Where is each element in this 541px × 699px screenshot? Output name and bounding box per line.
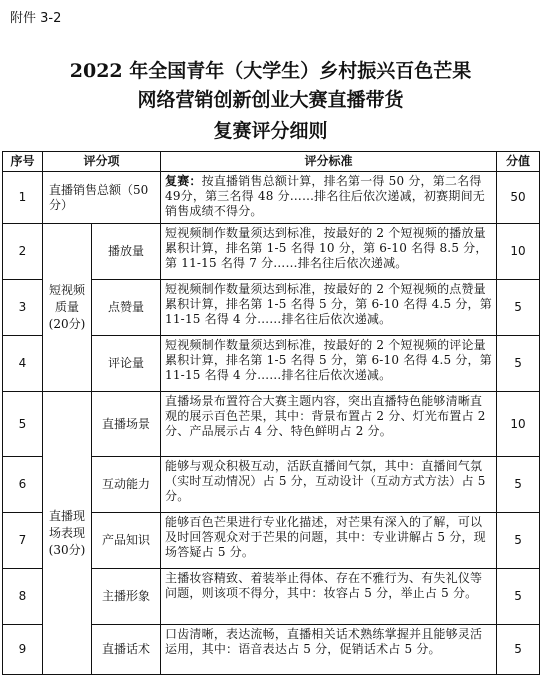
- scoring-criteria: 能够与观众积极互动，活跃直播间气氛，其中：直播间气氛（实时互动情况）占 5 分，互动设计（互动方式方法）占 5 分。: [161, 457, 497, 513]
- row-number: 9: [3, 625, 43, 675]
- score-value: 5: [497, 569, 540, 625]
- scoring-item: 直播场景: [92, 392, 161, 457]
- scoring-item: 播放量: [92, 224, 161, 280]
- row-number: 8: [3, 569, 43, 625]
- scoring-criteria: 短视频制作数量须达到标准，按最好的 2 个短视频的播放量累积计算，排名第 1-5 名得 10 分，第 6-10 名得 8.5 分，第 11-15 名得 7 分……排名往后依次递减。: [161, 224, 497, 280]
- table-header-row: [3, 152, 540, 172]
- table-row: [3, 392, 540, 457]
- scoring-item: 主播形象: [92, 569, 161, 625]
- table-row: [3, 172, 540, 224]
- scoring-criteria: 口齿清晰，表达流畅，直播相关话术熟练掌握并且能够灵活运用，其中：语音表达占 5 分，促销话术占 5 分。: [161, 625, 497, 675]
- scoring-item: 评论量: [92, 336, 161, 392]
- table-row: [3, 224, 540, 280]
- row-number: 6: [3, 457, 43, 513]
- row-number: 2: [3, 224, 43, 280]
- score-value: 5: [497, 625, 540, 675]
- column-header-score: 分值: [497, 152, 540, 172]
- scoring-item: 产品知识: [92, 513, 161, 569]
- scoring-item: 互动能力: [92, 457, 161, 513]
- row-number: 4: [3, 336, 43, 392]
- scoring-criteria: 短视频制作数量须达到标准，按最好的 2 个短视频的评论量累积计算，排名第 1-5 名得 5 分，第 6-10 名得 4.5 分，第 11-15 名得 4 分……排名往后依次递减。: [161, 336, 497, 392]
- score-value: 50: [497, 172, 540, 224]
- scoring-criteria: 直播场景布置符合大赛主题内容，突出直播特色能够清晰直观的展示百色芒果，其中：背景布置占 2 分、灯光布置占 2 分、产品展示占 4 分、特色鲜明占 2 分。: [161, 392, 497, 457]
- row-number: 7: [3, 513, 43, 569]
- page-title-line-2: 网络营销创新创业大赛直播带货: [137, 89, 404, 111]
- scoring-criteria: 短视频制作数量须达到标准，按最好的 2 个短视频的点赞量累积计算，排名第 1-5 名得 5 分，第 6-10 名得 4.5 分，第 11-15 名得 4 分……排名往后依次递减。: [161, 280, 497, 336]
- criteria-text: 按直播销售总额计算，排名第一得 50 分，第二名得 49分，第三名得 48 分……排名往后依次递减，初赛期间无销售成绩不得分。: [165, 174, 485, 218]
- scoring-item: 点赞量: [92, 280, 161, 336]
- scoring-item: 直播销售总额（50分）: [43, 172, 161, 224]
- score-value: 5: [497, 336, 540, 392]
- column-header-criteria: 评分标准: [161, 152, 497, 172]
- scoring-criteria: 主播妆容精致、着装举止得体、存在不雅行为、有失礼仪等问题，则该项不得分，其中：妆容占 5 分，举止占 5 分。: [161, 569, 497, 625]
- page-title-line-1: 2022 年全国青年（大学生）乡村振兴百色芒果: [69, 60, 472, 82]
- scoring-item: 直播话术: [92, 625, 161, 675]
- category-label-video: 短视频质量(20分): [43, 224, 92, 392]
- attachment-label: 附件 3-2: [10, 11, 62, 26]
- row-number: 3: [3, 280, 43, 336]
- score-value: 10: [497, 392, 540, 457]
- score-value: 5: [497, 513, 540, 569]
- scoring-table: [2, 151, 540, 675]
- score-value: 5: [497, 457, 540, 513]
- row-number: 5: [3, 392, 43, 457]
- scoring-criteria: 能够百色芒果进行专业化描述，对芒果有深入的了解，可以及时回答观众对于芒果的问题，其中：专业讲解占 5 分，现场答疑占 5 分。: [161, 513, 497, 569]
- criteria-prefix: 复赛：: [165, 174, 202, 188]
- score-value: 10: [497, 224, 540, 280]
- scoring-criteria: [161, 172, 497, 224]
- page-title-line-3: 复赛评分细则: [213, 120, 328, 142]
- column-header-no: 序号: [3, 152, 43, 172]
- column-header-item: 评分项: [43, 152, 161, 172]
- category-label-live: 直播现场表现(30分): [43, 392, 92, 675]
- row-number: 1: [3, 172, 43, 224]
- score-value: 5: [497, 280, 540, 336]
